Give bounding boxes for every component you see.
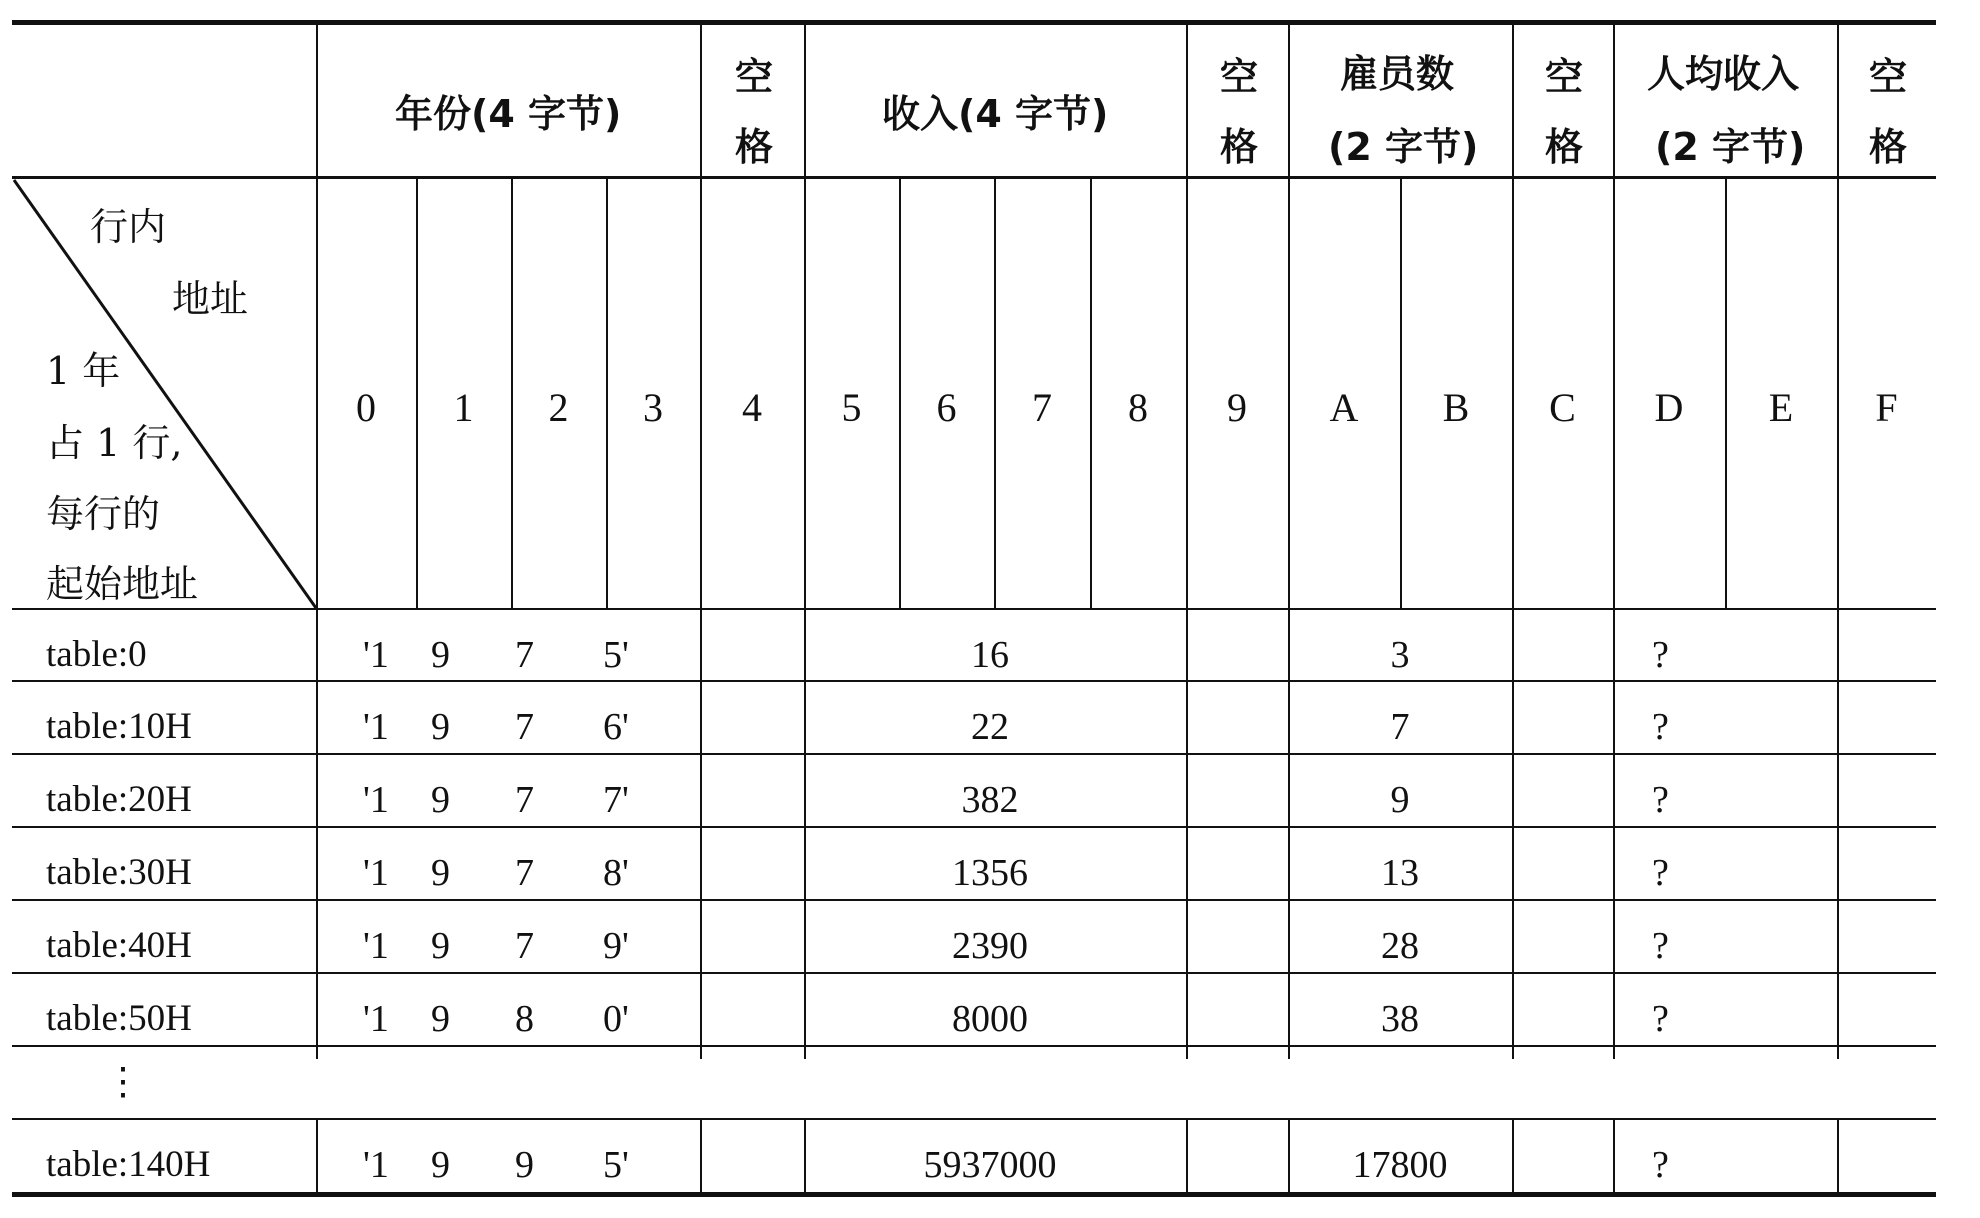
year-char: 9 <box>431 852 450 894</box>
employees-value: 38 <box>1381 998 1419 1040</box>
offset-label: 5 <box>841 385 862 430</box>
avg-income-value: ? <box>1652 779 1669 821</box>
year-char: '1 <box>363 925 389 967</box>
group-separator <box>1613 1118 1615 1192</box>
header-bottom-rule <box>12 176 1936 179</box>
year-char: 7 <box>515 634 534 676</box>
income-value: 8000 <box>952 998 1028 1040</box>
income-value: 5937000 <box>923 1144 1057 1186</box>
header-space-4: 空 <box>1869 55 1908 99</box>
year-char: 7' <box>603 779 629 821</box>
header-employees-2: (2 字节) <box>1328 125 1479 169</box>
offset-label: 7 <box>1032 385 1052 430</box>
year-char: 9 <box>431 779 450 821</box>
group-separator <box>1186 1118 1188 1192</box>
group-separator <box>1288 24 1290 1059</box>
year-char: 8' <box>603 852 629 894</box>
top-border <box>12 20 1936 25</box>
offset-label: 1 <box>453 385 474 430</box>
header-avg-income-2: (2 字节) <box>1655 125 1806 169</box>
income-value: 1356 <box>952 852 1028 894</box>
group-separator <box>1186 24 1188 1059</box>
row-address: table:50H <box>46 998 192 1039</box>
year-char: '1 <box>363 706 389 748</box>
year-char: 6' <box>603 706 629 748</box>
header-space-3: 空 <box>1545 55 1584 99</box>
byte-separator <box>606 176 608 608</box>
employees-value: 13 <box>1381 852 1419 894</box>
row-address: table:0 <box>46 634 147 675</box>
byte-separator <box>511 176 513 608</box>
avg-income-value: ? <box>1652 706 1669 748</box>
year-char: 9 <box>431 925 450 967</box>
year-char: '1 <box>363 779 389 821</box>
employees-value: 17800 <box>1352 1144 1448 1186</box>
row-rule <box>12 1045 1936 1047</box>
row-address: table:40H <box>46 925 192 966</box>
row-address: table:140H <box>46 1144 211 1185</box>
offset-label: 8 <box>1128 385 1148 430</box>
offset-label: 6 <box>936 385 957 430</box>
income-value: 382 <box>961 779 1019 821</box>
offset-label: E <box>1768 385 1794 430</box>
header-space-1: 空 <box>735 55 774 99</box>
offset-label: 9 <box>1227 385 1247 430</box>
year-char: 7 <box>515 925 534 967</box>
employees-value: 3 <box>1390 634 1410 676</box>
income-value: 22 <box>971 706 1009 748</box>
column-index-bottom-rule <box>12 608 1936 610</box>
income-value: 2390 <box>952 925 1028 967</box>
year-char: 9 <box>431 1144 450 1186</box>
header-avg-income-1: 人均收入 <box>1647 52 1800 96</box>
bottom-border <box>12 1192 1936 1197</box>
group-separator <box>1288 1118 1290 1192</box>
avg-income-value: ? <box>1652 1144 1669 1186</box>
year-char: 9 <box>431 634 450 676</box>
byte-separator <box>1090 176 1092 608</box>
header-space-1b: 格 <box>735 125 774 169</box>
offset-label: 2 <box>548 385 569 430</box>
row-rule <box>12 972 1936 974</box>
employees-value: 9 <box>1390 779 1410 821</box>
offset-label: 4 <box>742 385 762 430</box>
byte-separator <box>994 176 996 608</box>
corner-label-row-1: 1 年 <box>46 349 121 393</box>
group-separator <box>316 1118 318 1192</box>
row-address: table:10H <box>46 706 192 747</box>
row-rule <box>12 899 1936 901</box>
offset-label: D <box>1654 385 1684 430</box>
avg-income-value: ? <box>1652 634 1669 676</box>
corner-label-offset-2: 地址 <box>172 277 249 321</box>
corner-label-offset-1: 行内 <box>90 205 167 249</box>
byte-separator <box>899 176 901 608</box>
group-separator <box>804 1118 806 1192</box>
year-char: 8 <box>515 998 534 1040</box>
row-rule <box>12 1118 1936 1120</box>
year-char: 9 <box>431 706 450 748</box>
year-char: '1 <box>363 998 389 1040</box>
row-rule <box>12 753 1936 755</box>
row-rule <box>12 826 1936 828</box>
avg-income-value: ? <box>1652 852 1669 894</box>
header-space-2: 空 <box>1220 55 1259 99</box>
byte-separator <box>416 176 418 608</box>
year-char: 7 <box>515 706 534 748</box>
year-char: 0' <box>603 998 629 1040</box>
year-char: 9' <box>603 925 629 967</box>
offset-label: A <box>1329 385 1359 430</box>
corner-label-row-3: 每行的 <box>46 492 161 536</box>
corner-label-row-4: 起始地址 <box>46 562 199 606</box>
year-char: 5' <box>603 1144 629 1186</box>
header-employees-1: 雇员数 <box>1340 52 1455 96</box>
row-address: table:30H <box>46 852 192 893</box>
header-space-2b: 格 <box>1220 125 1259 169</box>
header-year: 年份(4 字节) <box>395 92 622 136</box>
group-separator <box>1837 1118 1839 1192</box>
group-separator <box>700 24 702 1059</box>
avg-income-value: ? <box>1652 998 1669 1040</box>
offset-label: F <box>1875 385 1898 430</box>
year-char: '1 <box>363 852 389 894</box>
year-char: 7 <box>515 779 534 821</box>
group-separator <box>1837 24 1839 1059</box>
year-char: 9 <box>515 1144 534 1186</box>
byte-separator <box>1725 176 1727 608</box>
group-separator <box>1512 24 1514 1059</box>
group-separator <box>316 24 318 1059</box>
year-char: 9 <box>431 998 450 1040</box>
group-separator <box>804 24 806 1059</box>
group-separator <box>1613 24 1615 1059</box>
offset-label: 3 <box>643 385 663 430</box>
header-income: 收入(4 字节) <box>882 92 1109 136</box>
offset-label: 0 <box>356 385 376 430</box>
employees-value: 28 <box>1381 925 1419 967</box>
year-char: 7 <box>515 852 534 894</box>
income-value: 16 <box>971 634 1009 676</box>
employees-value: 7 <box>1390 706 1410 748</box>
year-char: '1 <box>363 1144 389 1186</box>
avg-income-value: ? <box>1652 925 1669 967</box>
ellipsis: ⋮ <box>104 1061 142 1103</box>
row-address: table:20H <box>46 779 192 820</box>
corner-label-row-2: 占 1 行, <box>46 421 183 465</box>
year-char: '1 <box>363 634 389 676</box>
year-char: 5' <box>603 634 629 676</box>
offset-label: B <box>1442 385 1470 430</box>
offset-label: C <box>1549 385 1576 430</box>
byte-separator <box>1400 176 1402 608</box>
header-space-3b: 格 <box>1545 125 1584 169</box>
group-separator <box>700 1118 702 1192</box>
header-space-4b: 格 <box>1869 125 1908 169</box>
group-separator <box>1512 1118 1514 1192</box>
row-rule <box>12 680 1936 682</box>
